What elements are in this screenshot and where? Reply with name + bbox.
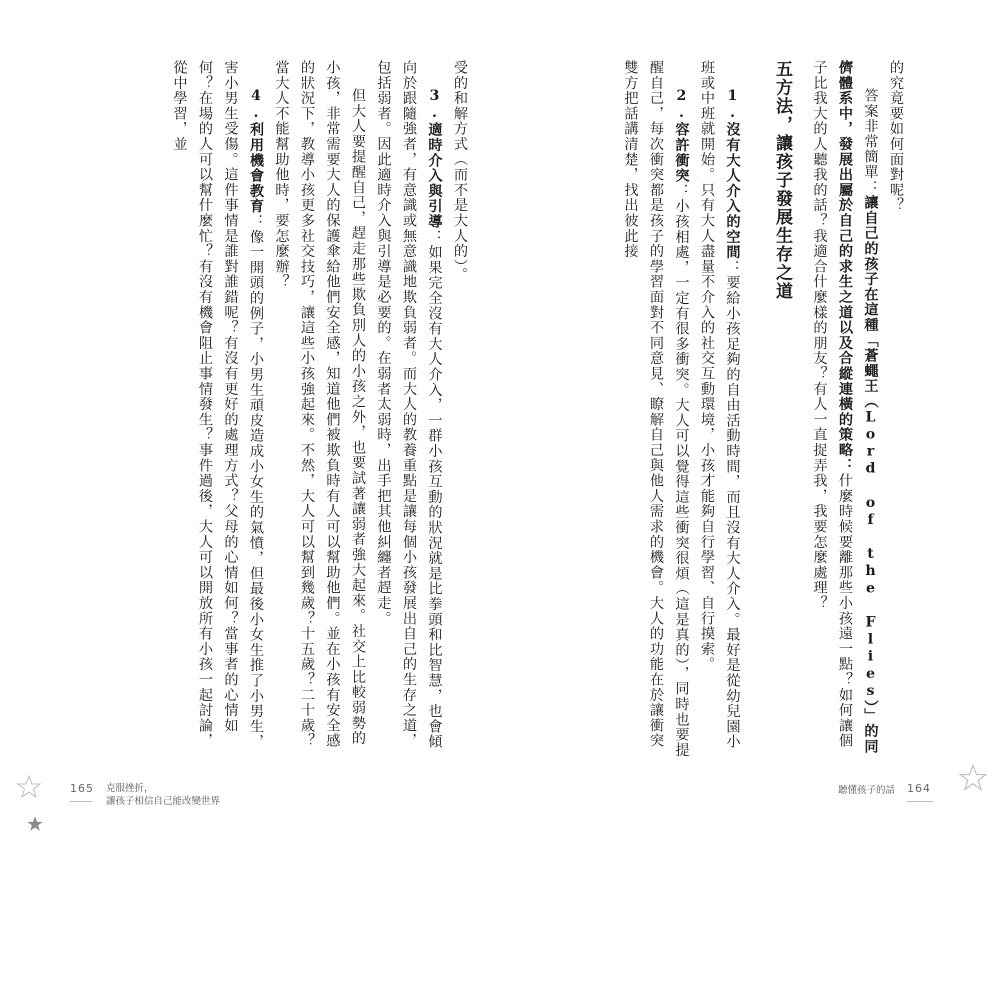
page-number: 164	[907, 782, 932, 795]
paragraph	[694, 60, 745, 760]
list-title: 沒有大人介入的空間	[724, 122, 741, 261]
star-filled-icon	[26, 815, 44, 833]
text-run: ：像一開頭的例子，小男生頑皮造成小女生的氣憤，但最後小女生推了小男生，害小男生受傷。這件事情是誰對誰錯呢？有沒有更好的處理方式？父母的心情如何？當事者的心情如何？在場的人可以幫什麼忙？有沒有機會阻止事情發生？事件過後，大人可以開放所有小孩一起討論，從中學習，並	[171, 60, 264, 750]
running-head-line: 克服挫折，	[106, 783, 154, 794]
left-page-text	[72, 60, 472, 760]
left-folio	[70, 782, 220, 808]
list-title: 容許衝突	[673, 122, 690, 184]
text-run: ：要給小孩足夠的自由活動時間，而且沒有大人介入。最好是從幼兒園小班或中班就開始。只有大人盡量不介入的社交互動環境，小孩才能夠自行學習、自行摸索。	[699, 60, 741, 750]
paragraph: 受的和解方式（而不是大人的）。	[452, 60, 468, 283]
paragraph	[166, 60, 268, 760]
section-heading: 五方法，讓孩子發展生存之道	[772, 60, 792, 301]
right-folio	[838, 782, 933, 802]
star-outline-icon	[16, 774, 42, 800]
paragraph	[370, 60, 447, 760]
text-run: ：如果完全沒有大人介入，一群小孩互動的狀況就是比拳頭和比智慧，也會傾向於跟隨強者，有意識或無意識地欺負弱者。而大人的教養重點是讓每個小孩發展出自己的生存之道，包括弱者。因此適時介入與引導是必要的。在弱者太弱時，出手把其他糾纏者趕走。	[375, 60, 443, 750]
text-run: 答案非常簡單：	[862, 88, 879, 196]
page-number-block	[907, 782, 933, 802]
star-outline-icon	[958, 763, 988, 793]
page-number-block	[70, 782, 92, 802]
folio-rule	[70, 801, 92, 802]
list-title: 利用機會教育	[248, 122, 264, 215]
right-page	[528, 60, 908, 760]
list-number: 2.	[673, 88, 690, 123]
bold-run: 讓自己的孩子在這種「蒼蠅王（Lord of the Flies）」的同儕體系中，發展出屬於自己的求生之道以及合縱連橫的策略：	[837, 60, 879, 755]
running-head	[106, 782, 220, 808]
text-run: ：小孩相處，一定有很多衝突。大人可以覺得這些衝突很煩（這是真的），同時也要提醒自己，每次衝突都是孩子的學習面對不同意見、瞭解自己與他人需求的機會。大人的功能在於讓衝突雙方把話講清楚，找出彼此接	[622, 60, 690, 759]
text-run: 什麼時候要離那些小孩遠一點？如何讓個子比我大的人聽我的話？我適合什麼樣的朋友？有人一直捉弄我，我要怎麼處理？	[811, 60, 853, 749]
left-page	[72, 60, 472, 760]
right-page-text	[528, 60, 908, 760]
page-number: 165	[70, 782, 94, 795]
list-number: 1.	[724, 88, 741, 123]
list-title: 適時介入與引導	[426, 122, 443, 230]
paragraph	[617, 60, 694, 760]
running-head: 聽懂孩子的話	[838, 785, 896, 796]
paragraph: 但大人要提醒自己，趕走那些欺負別人的小孩之外，也要試著讓弱者強大起來。社交上比較弱勢的小孩，非常需要大人的保護傘給他們安全感，知道他們被欺負時有人可以幫助他們。並在小孩有安全感的狀況下，教導小孩更多社交技巧，讓這些小孩強起來。不然，大人可以幫到幾歲？十五歲？二十歲？當大人不能幫助他時，要怎麼辦？	[273, 60, 366, 749]
folio-rule	[907, 801, 933, 802]
paragraph: 的究竟要如何面對呢？	[888, 60, 904, 213]
paragraph	[806, 60, 883, 760]
list-number: 4.	[248, 88, 264, 123]
list-number: 3.	[426, 88, 443, 123]
running-head-line: 讓孩子相信自己能改變世界	[106, 796, 221, 807]
